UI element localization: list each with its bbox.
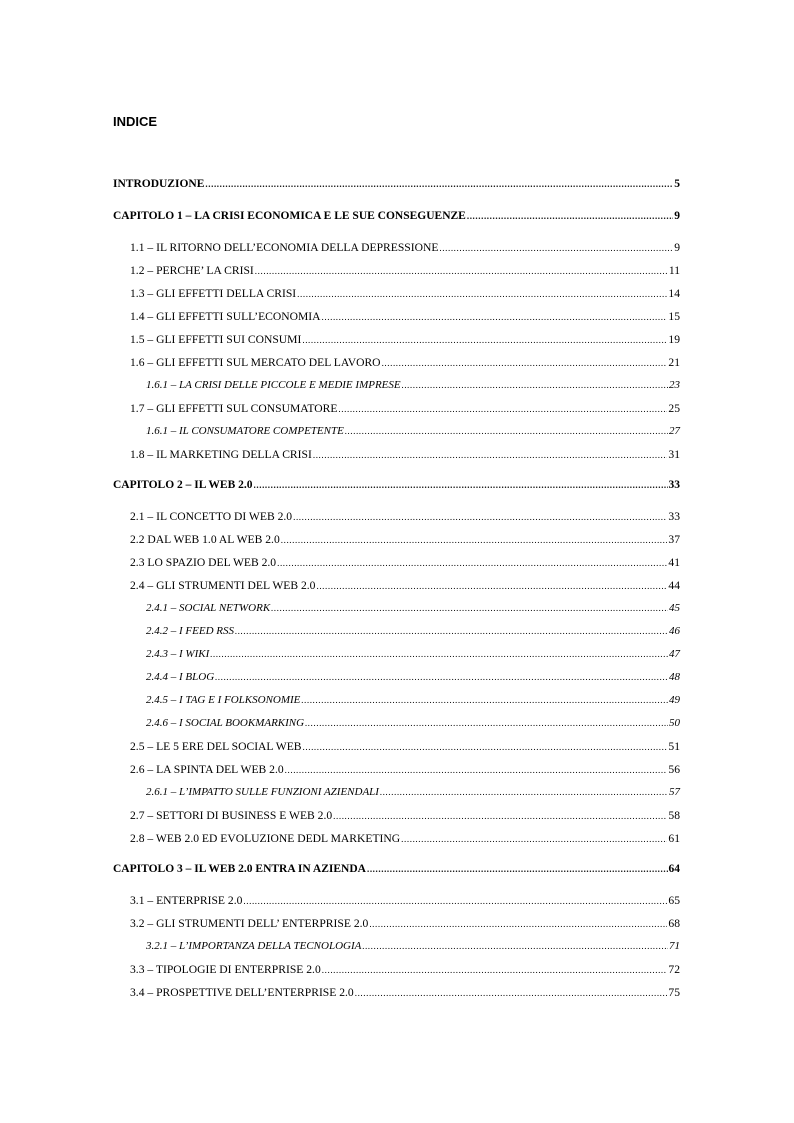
toc-section-entry: [130, 241, 680, 259]
toc-section-entry: [130, 448, 680, 466]
toc-dot-leader: [210, 649, 668, 659]
toc-entry-title: 1.2 – PERCHE’ LA CRISI: [130, 264, 254, 277]
toc-page-number: 45: [669, 602, 680, 614]
toc-section-entry: [130, 402, 680, 420]
toc-dot-leader: [281, 535, 668, 545]
toc-page-number: 11: [668, 264, 680, 277]
toc-page-number: 31: [668, 448, 680, 461]
toc-dot-leader: [345, 426, 668, 436]
toc-entry-title: 2.6 – LA SPINTA DEL WEB 2.0: [130, 763, 284, 776]
toc-page-number: 64: [668, 863, 680, 875]
toc-section-entry: [130, 917, 680, 935]
toc-section-entry: [130, 556, 680, 574]
toc-dot-leader: [333, 811, 667, 821]
toc-section-entry: [130, 510, 680, 528]
toc-page-number: 50: [669, 717, 680, 729]
toc-section-entry: [130, 287, 680, 305]
toc-dot-leader: [313, 450, 668, 460]
toc-subsection-entry: [146, 602, 680, 620]
toc-entry-title: 2.4.5 – I TAG E I FOLKSONOMIE: [146, 694, 301, 706]
toc-section-entry: [130, 832, 680, 850]
toc-section-entry: [130, 579, 680, 597]
toc-dot-leader: [277, 558, 667, 568]
toc-entry-title: 2.5 – LE 5 ERE DEL SOCIAL WEB: [130, 740, 302, 753]
toc-entry-title: 2.4.4 – I BLOG: [146, 671, 215, 683]
toc-dot-leader: [271, 603, 668, 613]
toc-subsection-entry: [146, 625, 680, 643]
toc-page-number: 21: [668, 356, 680, 369]
toc-page-number: 65: [668, 894, 680, 907]
toc-subsection-entry: [146, 786, 680, 804]
toc-entry-title: CAPITOLO 1 – LA CRISI ECONOMICA E LE SUE CONSEGUENZE: [113, 210, 466, 222]
toc-dot-leader: [301, 695, 668, 705]
toc-dot-leader: [401, 834, 667, 844]
toc-entry-title: CAPITOLO 2 – IL WEB 2.0: [113, 479, 253, 491]
toc-entry-title: 2.2 DAL WEB 1.0 AL WEB 2.0: [130, 533, 280, 546]
toc-dot-leader: [322, 965, 668, 975]
toc-dot-leader: [302, 335, 667, 345]
toc-dot-leader: [362, 941, 668, 951]
toc-entry-title: 3.4 – PROSPETTIVE DELL’ENTERPRISE 2.0: [130, 986, 354, 999]
toc-subsection-entry: [146, 940, 680, 958]
toc-entry-title: 2.4 – GLI STRUMENTI DEL WEB 2.0: [130, 579, 316, 592]
toc-entry-title: 1.5 – GLI EFFETTI SUI CONSUMI: [130, 333, 302, 346]
toc-entry-title: 3.2 – GLI STRUMENTI DELL’ ENTERPRISE 2.0: [130, 917, 369, 930]
toc-page-number: 61: [668, 832, 680, 845]
toc-dot-leader: [402, 380, 668, 390]
toc-dot-leader: [439, 243, 673, 253]
toc-chapter-entry: [113, 178, 680, 196]
toc-page-number: 71: [669, 940, 680, 952]
toc-entry-title: 2.4.6 – I SOCIAL BOOKMARKING: [146, 717, 305, 729]
toc-entry-title: 2.1 – IL CONCETTO DI WEB 2.0: [130, 510, 293, 523]
toc-entry-title: 1.7 – GLI EFFETTI SUL CONSUMATORE: [130, 402, 338, 415]
toc-entry-title: 1.6.1 – LA CRISI DELLE PICCOLE E MEDIE IMPRESE: [146, 379, 401, 391]
toc-page-number: 19: [668, 333, 680, 346]
toc-entry-title: 1.4 – GLI EFFETTI SULL’ECONOMIA: [130, 310, 321, 323]
index-heading: INDICE: [113, 114, 158, 129]
toc-entry-title: 2.6.1 – L’IMPATTO SULLE FUNZIONI AZIENDALI: [146, 786, 379, 798]
toc-dot-leader: [369, 919, 667, 929]
toc-dot-leader: [297, 289, 667, 299]
toc-dot-leader: [293, 512, 667, 522]
toc-page-number: 23: [669, 379, 680, 391]
toc-section-entry: [130, 310, 680, 328]
toc-page-number: 14: [668, 287, 680, 300]
toc-page-number: 41: [668, 556, 680, 569]
toc-dot-leader: [255, 266, 668, 276]
toc-dot-leader: [382, 358, 668, 368]
toc-dot-leader: [367, 864, 668, 874]
toc-entry-title: 1.1 – IL RITORNO DELL’ECONOMIA DELLA DEPRESSIONE: [130, 241, 439, 254]
toc-section-entry: [130, 264, 680, 282]
toc-section-entry: [130, 763, 680, 781]
toc-dot-leader: [215, 672, 668, 682]
toc-page-number: 25: [668, 402, 680, 415]
toc-page-number: 15: [668, 310, 680, 323]
toc-page-number: 33: [668, 510, 680, 523]
toc-section-entry: [130, 894, 680, 912]
toc-subsection-entry: [146, 425, 680, 443]
toc-entry-title: 3.1 – ENTERPRISE 2.0: [130, 894, 243, 907]
toc-page-number: 46: [669, 625, 680, 637]
toc-subsection-entry: [146, 717, 680, 735]
toc-dot-leader: [205, 179, 673, 189]
toc-dot-leader: [338, 404, 667, 414]
toc-entry-title: 3.3 – TIPOLOGIE DI ENTERPRISE 2.0: [130, 963, 321, 976]
toc-dot-leader: [285, 765, 668, 775]
toc-entry-title: 2.4.3 – I WIKI: [146, 648, 210, 660]
toc-page-number: 75: [668, 986, 680, 999]
toc-entry-title: INTRODUZIONE: [113, 178, 205, 190]
toc-page-number: 33: [668, 479, 680, 491]
toc-section-entry: [130, 533, 680, 551]
toc-page-number: 47: [669, 648, 680, 660]
toc-section-entry: [130, 986, 680, 1004]
toc-entry-title: CAPITOLO 3 – IL WEB 2.0 ENTRA IN AZIENDA: [113, 863, 366, 875]
toc-page-number: 44: [668, 579, 680, 592]
toc-entry-title: 2.7 – SETTORI DI BUSINESS E WEB 2.0: [130, 809, 333, 822]
toc-dot-leader: [467, 211, 673, 221]
toc-dot-leader: [254, 480, 668, 490]
toc-section-entry: [130, 963, 680, 981]
toc-entry-title: 1.6.1 – IL CONSUMATORE COMPETENTE: [146, 425, 344, 437]
toc-dot-leader: [355, 988, 668, 998]
toc-dot-leader: [316, 581, 667, 591]
toc-subsection-entry: [146, 694, 680, 712]
toc-page-number: 5: [674, 178, 680, 190]
toc-page-number: 57: [669, 786, 680, 798]
toc-chapter-entry: [113, 863, 680, 881]
toc-dot-leader: [322, 312, 668, 322]
toc-subsection-entry: [146, 379, 680, 397]
toc-entry-title: 1.3 – GLI EFFETTI DELLA CRISI: [130, 287, 297, 300]
toc-entry-title: 3.2.1 – L’IMPORTANZA DELLA TECNOLOGIA: [146, 940, 362, 952]
toc-entry-title: 2.4.1 – SOCIAL NETWORK: [146, 602, 271, 614]
toc-page-number: 27: [669, 425, 680, 437]
toc-entry-title: 1.8 – IL MARKETING DELLA CRISI: [130, 448, 312, 461]
toc-page-number: 51: [668, 740, 680, 753]
toc-entry-title: 2.4.2 – I FEED RSS: [146, 625, 234, 637]
toc-section-entry: [130, 740, 680, 758]
toc-entry-title: 1.6 – GLI EFFETTI SUL MERCATO DEL LAVORO: [130, 356, 381, 369]
toc-subsection-entry: [146, 648, 680, 666]
toc-dot-leader: [305, 718, 668, 728]
toc-dot-leader: [235, 626, 668, 636]
toc-page-number: 58: [668, 809, 680, 822]
toc-page-number: 49: [669, 694, 680, 706]
toc-dot-leader: [380, 787, 668, 797]
toc-page-number: 37: [668, 533, 680, 546]
toc-section-entry: [130, 333, 680, 351]
toc-page-number: 56: [668, 763, 680, 776]
toc-page-number: 9: [674, 241, 680, 254]
toc-page-number: 48: [669, 671, 680, 683]
toc-section-entry: [130, 809, 680, 827]
toc-chapter-entry: [113, 210, 680, 228]
toc-chapter-entry: [113, 479, 680, 497]
toc-subsection-entry: [146, 671, 680, 689]
toc-page-number: 72: [668, 963, 680, 976]
toc-dot-leader: [243, 896, 667, 906]
toc-entry-title: 2.3 LO SPAZIO DEL WEB 2.0: [130, 556, 277, 569]
toc-dot-leader: [303, 742, 668, 752]
toc-page-number: 68: [668, 917, 680, 930]
toc-section-entry: [130, 356, 680, 374]
toc-page-number: 9: [674, 210, 680, 222]
toc-entry-title: 2.8 – WEB 2.0 ED EVOLUZIONE DEDL MARKETING: [130, 832, 401, 845]
